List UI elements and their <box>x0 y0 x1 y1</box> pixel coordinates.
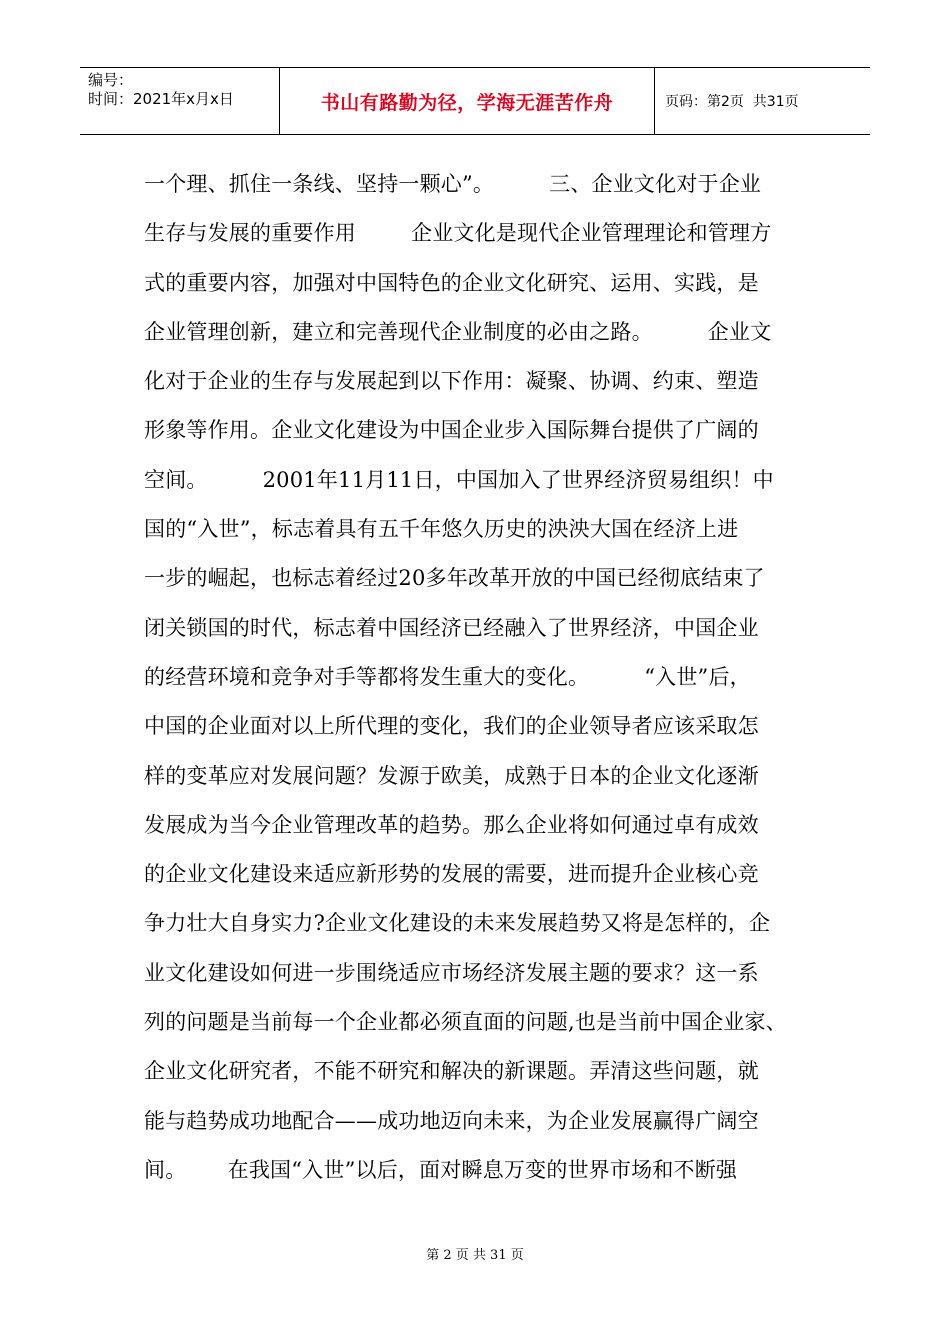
document-time-label: 时间：2021年x月x日 <box>88 90 234 108</box>
body-line: 闭关锁国的时代，标志着中国经济已经融入了世界经济，中国企业 <box>144 615 759 640</box>
body-line: 国的“入世”，标志着具有五千年悠久历史的泱泱大国在经济上进 <box>144 517 739 542</box>
document-number-label: 编号： <box>88 71 134 89</box>
body-line: 能与趋势成功地配合——成功地迈向未来，为企业发展赢得广阔空 <box>144 1108 759 1133</box>
body-line: 一步的崛起，也标志着经过20多年改革开放的中国已经彻底结束了 <box>144 566 765 591</box>
document-body <box>144 160 814 1195</box>
body-line: 式的重要内容，加强对中国特色的企业文化研究、运用、实践，是 <box>144 270 759 295</box>
body-line: 业文化建设如何进一步围绕适应市场经济发展主题的要求？这一系 <box>144 960 759 985</box>
body-line: 争力壮大自身实力?企业文化建设的未来发展趋势又将是怎样的，企 <box>144 911 771 936</box>
page-header <box>80 67 870 135</box>
body-line: 的企业文化建设来适应新形势的发展的需要，进而提升企业核心竞 <box>144 862 759 887</box>
body-line: 中国的企业面对以上所代理的变化，我们的企业领导者应该采取怎 <box>144 714 759 739</box>
body-line: 形象等作用。企业文化建设为中国企业步入国际舞台提供了广阔的 <box>144 418 759 443</box>
body-line: 发展成为当今企业管理改革的趋势。那么企业将如何通过卓有成效 <box>144 812 759 837</box>
body-line: 样的变革应对发展问题？发源于欧美，成熟于日本的企业文化逐渐 <box>144 763 759 788</box>
page-footer: 第 2 页 共 31 页 <box>426 1248 524 1263</box>
body-line: 企业管理创新，建立和完善现代企业制度的必由之路。 企业文 <box>144 319 772 344</box>
body-line: 一个理、抓住一条线、坚持一颗心”。 三、企业文化对于企业 <box>144 172 762 196</box>
header-motto: 书山有路勤为径，学海无涯苦作舟 <box>280 68 655 134</box>
header-meta <box>80 68 280 134</box>
body-line: 企业文化研究者，不能不研究和解决的新课题。弄清这些问题，就 <box>144 1059 759 1084</box>
body-line: 空间。 2001年11月11日，中国加入了世界经济贸易组织！中 <box>144 467 774 492</box>
body-line: 化对于企业的生存与发展起到以下作用：凝聚、协调、约束、塑造 <box>144 369 759 394</box>
body-line: 的经营环境和竞争对手等都将发生重大的变化。 “入世”后， <box>144 664 751 689</box>
header-page-info: 页码：第2页 共31页 <box>665 94 799 110</box>
body-line: 列的问题是当前每一个企业都必须直面的问题,也是当前中国企业家、 <box>144 1010 787 1035</box>
body-line: 间。 在我国“入世”以后，面对瞬息万变的世界市场和不断强 <box>144 1157 738 1182</box>
body-line: 生存与发展的重要作用 企业文化是现代企业管理理论和管理方 <box>144 221 772 246</box>
